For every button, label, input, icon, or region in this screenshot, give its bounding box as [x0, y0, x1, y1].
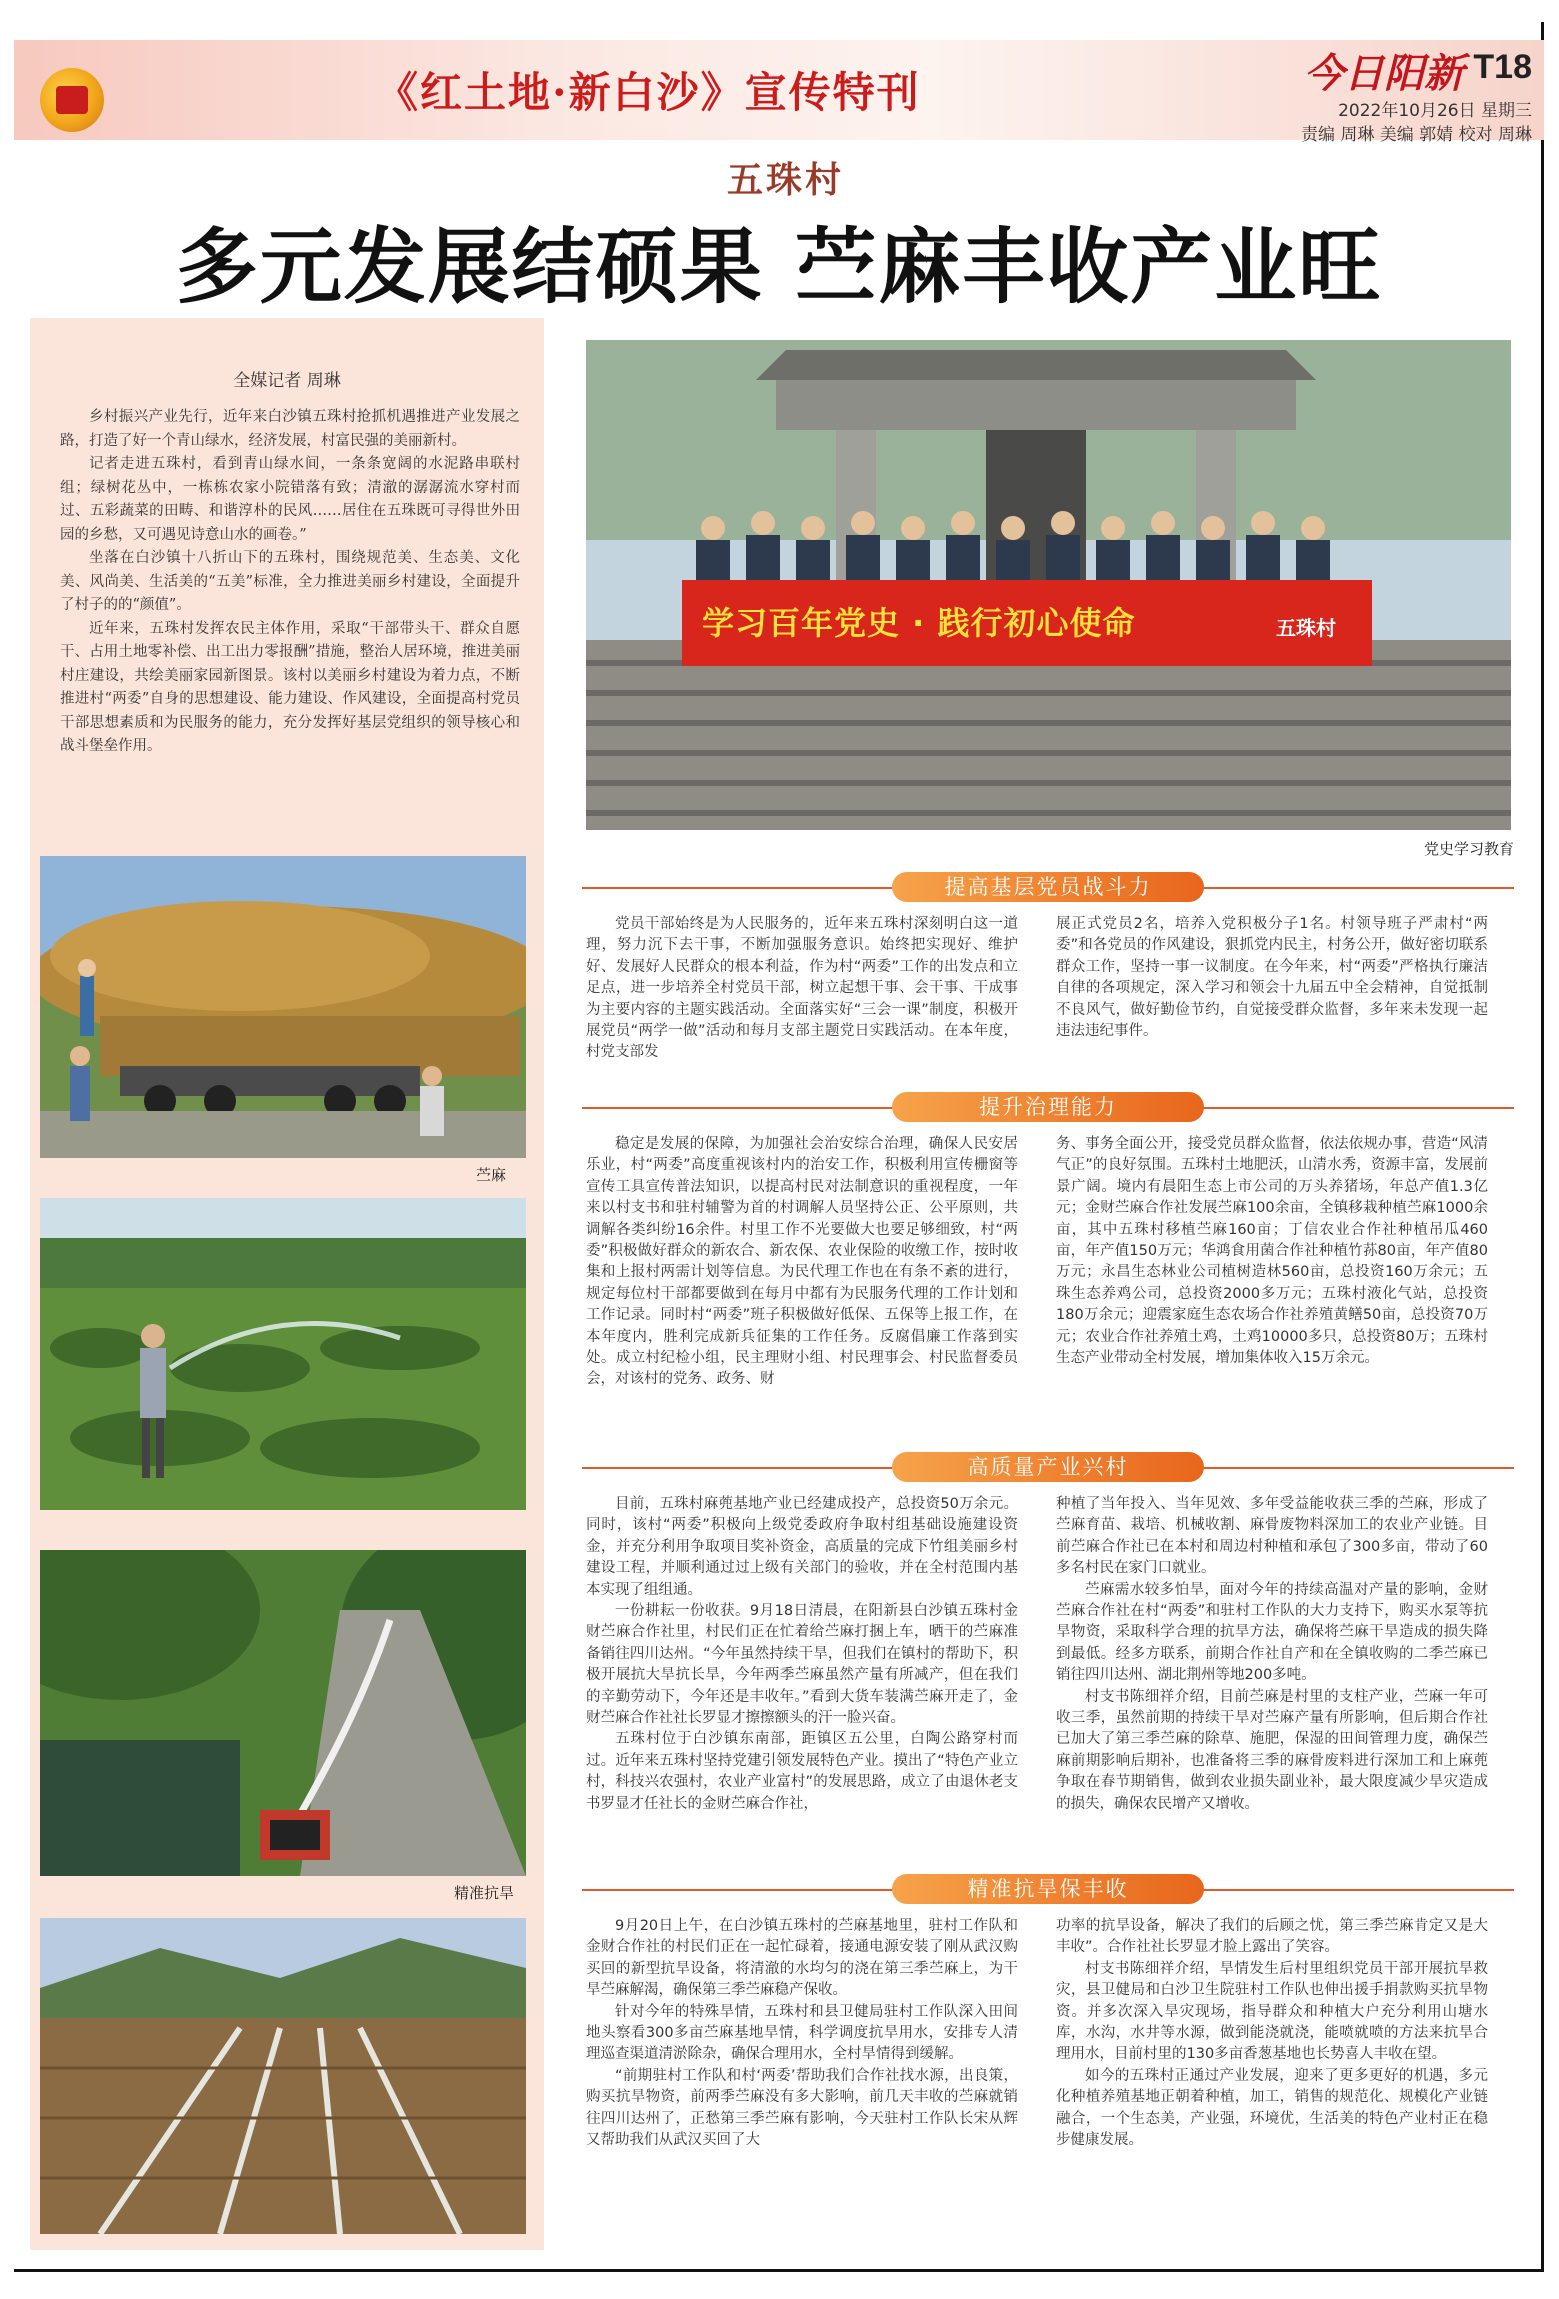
ramie-caption: 苎麻 [476, 1166, 507, 1184]
section-heading [582, 1092, 1514, 1122]
section-2-col-2 [1056, 1134, 1488, 1369]
intro-paragraph: 记者走进五珠村，看到青山绿水间，一条条宽阔的水泥路串联村组；绿树花丛中，一栋栋农家小院错落有致；清澈的潺潺流水穿村而过、五彩蔬菜的田畴、和谐淳朴的民风……居住在五珠既可寻得世外田园的乡愁，又可遇见诗意山水的画卷。” [60, 456, 520, 543]
section-heading [582, 872, 1514, 902]
intro-text [60, 406, 520, 759]
byline: 全媒记者 周琳 [233, 371, 341, 391]
body-paragraph: 村支书陈细祥介绍，旱情发生后村里组织党员干部开展抗旱救灾，县卫健局和白沙卫生院驻村工作队也伸出援手捐款购买抗旱物资。并多次深入旱灾现场，指导群众和种植大户充分利用山塘水库，水沟，水井等水源，做到能浇就浇，能喷就喷的方法来抗旱合理用水，目前村里的130多亩香葱基地也长势喜人丰收在望。 [1056, 1960, 1488, 2063]
body-paragraph: 苎麻需水较多怕旱，面对今年的持续高温对产量的影响，金财苎麻合作社在村“两委”和驻村工作队的大力支持下，购买水泵等抗旱物资，采取科学合理的抗旱方法，确保将苎麻干旱造成的损失降到最低。经多方联系，前期合作社自产和在全镇收购的二季苎麻已销往四川达州、湖北荆州等地200多吨。 [1056, 1581, 1488, 1684]
section-4-col-2 [1056, 1916, 1488, 2151]
editorial-staff: 责编 周琳 美编 郭婧 校对 周琳 [1300, 125, 1532, 145]
intro-paragraph: 坐落在白沙镇十八折山下的五珠村，围绕规范美、生态美、文化美、风尚美、生活美的“五美”标准，全力推进美丽乡村建设，全面提升了村子的的“颜值”。 [60, 550, 520, 613]
body-paragraph: 目前，五珠村麻蔸基地产业已经建成投产，总投资50万余元。同时，该村“两委”积极向上级党委政府争取村组基础设施建设资金，并充分利用争取项目奖补资金，高质量的完成下竹组美丽乡村建设工程，并顺利通过过上级有关部门的验收，并在全村范围内基本实现了组组通。 [586, 1496, 1018, 1598]
body-paragraph: 五珠村位于白沙镇东南部，距镇区五公里，白陶公路穿村而过。近年来五珠村坚持党建引领发展特色产业。摸出了“特色产业立村，科技兴农强村，农业产业富村”的发展思路，成立了由退休老支书罗显才任社长的金财苎麻合作社， [586, 1731, 1018, 1812]
intro-paragraph: 乡村振兴产业先行，近年来白沙镇五珠村抢抓机遇推进产业发展之路，打造了好一个青山绿水，经济发展，村富民强的美丽新村。 [60, 409, 520, 449]
body-paragraph: 展正式党员2名，培养入党积极分子1名。村领导班子严肃村“两委”和各党员的作风建设，狠抓党内民主，村务公开，做好密切联系群众工作，坚持一事一议制度。在今年来，村“两委”严格执行廉洁自律的各项规定，深入学习和领会十九届五中全会精神，自觉抵制不良风气，做好勤俭节约，自觉接受群众监督，多年来未发现一起违法违纪事件。 [1056, 916, 1488, 1040]
ramie-harvest-illustration [40, 856, 526, 1158]
intro-paragraph: 近年来，五珠村发挥农民主体作用，采取“干部带头干、群众自愿干、占用土地零补偿、出工出力零报酬”措施，整治人居环境，推进美丽村庄建设，共绘美丽家园新图景。该村以美丽乡村建设为着力点，不断推进村“两委”自身的思想建设、能力建设、作风建设，全面提高村党员干部思想素质和为民服务的能力，充分发挥好基层党组织的领导核心和战斗堡垒作用。 [60, 620, 520, 754]
body-paragraph: 村支书陈细祥介绍，目前苎麻是村里的支柱产业，苎麻一年可收三季，虽然前期的持续干旱对苎麻产量有所影响，但后期合作社已加大了第三季苎麻的除草、施肥，保湿的田间管理力度，确保苎麻前期影响后期补，也准备将三季的麻骨废料进行深加工和上麻蔸争取在春节期销售，做到农业损失副业补，最大限度减少旱灾造成的损失，确保农民增产又增收。 [1056, 1688, 1488, 1812]
ramie-harvest-photo [40, 856, 526, 1158]
body-paragraph: 务、事务全面公开，接受党员群众监督，依法依规办事，营造“风清气正”的良好氛围。五珠村土地肥沃，山清水秀，资源丰富，发展前景广阔。境内有晨阳生态上市公司的万头养猪场，年总产值1.3亿元；金财苎麻合作社发展苎麻100余亩，全镇移栽种植苎麻1000余亩，其中五珠村移植苎麻160亩；丁信农业合作社种植吊瓜460亩，年产值150万元；华鸿食用菌合作社种植竹荪80亩，年产值80万元；永昌生态林业公司植树造林560亩，总投资160万余元；五珠生态养鸡公司，总投资2000多万元；五珠村液化气站，总投资180万余元；迎震家庭生态农场合作社养殖黄鳝50亩，总投资70万元；农业合作社养殖土鸡，土鸡10000多只，总投资80万；五珠村生态产业带动全村发展，增加集体收入15万余元。 [1056, 1136, 1488, 1367]
section-title: 精准抗旱保丰收 [892, 1874, 1204, 1904]
section-1-col-2 [1056, 914, 1488, 1042]
headline-kicker: 五珠村 [727, 160, 845, 201]
section-title: 高质量产业兴村 [892, 1452, 1204, 1482]
field-watering-illustration [40, 1198, 526, 1510]
masthead-logo: 今日阳新 [1304, 50, 1464, 97]
group-photo-illustration [586, 340, 1511, 830]
dry-field-illustration [40, 1918, 526, 2234]
body-paragraph: 9月20日上午，在白沙镇五珠村的苎麻基地里，驻村工作队和金财合作社的村民们正在一起忙碌着，接通电源安装了刚从武汉购买回的新型抗旱设备，将清澈的水均匀的浇在第三季苎麻上，为干旱苎麻解渴，确保第三季苎麻稳产保收。 [586, 1918, 1018, 1999]
body-paragraph: 如今的五珠村正通过产业发展，迎来了更多更好的机遇，多元化种植养殖基地正朝着种植，加工，销售的规范化、规模化产业链融合，一个生态美，产业强，环境优，生活美的特色产业村正在稳步健康发展。 [1056, 2067, 1488, 2149]
field-watering-photo [40, 1198, 526, 1510]
party-emblem-icon [40, 68, 104, 132]
main-group-photo [586, 340, 1511, 830]
page-number: T18 [1473, 48, 1532, 86]
banner-village: 五珠村 [1276, 616, 1336, 640]
newspaper-page [14, 22, 1544, 2272]
issue-date: 2022年10月26日 星期三 [1338, 101, 1532, 121]
section-2-col-1 [586, 1134, 1018, 1391]
section-3-col-2 [1056, 1494, 1488, 1815]
section-1-col-1 [586, 914, 1018, 1064]
section-heading [582, 1874, 1514, 1904]
banner-slogan: 学习百年党史 · 践行初心使命 [702, 604, 1136, 642]
section-heading [582, 1452, 1514, 1482]
section-title: 提升治理能力 [892, 1092, 1204, 1122]
body-paragraph: 一份耕耘一份收获。9月18日清晨，在阳新县白沙镇五珠村金财苎麻合作社里，村民们正在忙着给苎麻打捆上车，晒干的苎麻准备销往四川达州。“今年虽然持续干旱，但我们在镇村的帮助下，积极开展抗大旱抗长旱，今年两季苎麻虽然产量有所减产，但在我们的辛勤劳动下，今年还是丰收年。”看到大货车装满苎麻开走了，金财苎麻合作社社长罗显才擦擦额头的汗一脸兴奋。 [586, 1603, 1018, 1727]
section-3-col-1 [586, 1494, 1018, 1815]
body-paragraph: 党员干部始终是为人民服务的，近年来五珠村深刻明白这一道理，努力沉下去干事，不断加强服务意识。始终把实现好、维护好、发展好人民群众的根本利益，作为村“两委”工作的出发点和立足点，进一步培养全村党员干部，树立起想干事、会干事、干成事为主要内容的主题实践活动。全面落实好“三会一课”制度，积极开展党员“两学一做”活动和每月支部主题党日实践活动。在本年度，村党支部发 [586, 916, 1018, 1061]
body-paragraph: 稳定是发展的保障，为加强社会治安综合治理，确保人民安居乐业，村“两委”高度重视该村内的治安工作，积极利用宣传栅窗等宣传工具宣传普法知识，以提高村民对法制意识的重视程度，一年来以村支书和驻村辅警为首的村调解人员坚持公正、公平原则，共调解各类纠纷16余件。村里工作不光要做大也要足够细致，村“两委”积极做好群众的新农合、新农保、农业保险的收缴工作，按时收集和上报村两需计划等信息。为民代理工作也在有条不紊的进行，规定每位村干部都要做到在每月中都有为民服务代理的工作计划和工作记录。同时村“两委”班子积极做好低保、五保等上报工作，在本年度内，胜利完成新兵征集的工作任务。反腐倡廉工作落到实处。成立村纪检小组，民主理财小组、村民理事会、村民监督委员会，对该村的党务、政务、财 [586, 1136, 1018, 1388]
main-headline: 多元发展结硕果 苎麻丰收产业旺 [175, 220, 1383, 315]
page-header [14, 30, 1544, 145]
body-paragraph: 针对今年的特殊旱情，五珠村和县卫健局驻村工作队深入田间地头察看300多亩苎麻基地旱情，科学调度抗旱用水，安排专人清理巡查渠道清淤除杂，确保合理用水，全村旱情得到缓解。 [586, 2003, 1018, 2063]
section-4-col-1 [586, 1916, 1018, 2151]
irrigation-pipe-illustration [40, 1550, 526, 1876]
main-photo-caption: 党史学习教育 [1424, 840, 1515, 858]
body-paragraph: 种植了当年投入、当年见效、多年受益能收获三季的苎麻，形成了苎麻育苗、栽培、机械收割、麻骨废物料深加工的农业产业链。目前苎麻合作社已在本村和周边村种植和承包了300多亩，带动了60多名村民在家门口就业。 [1056, 1496, 1488, 1577]
section-title: 提高基层党员战斗力 [892, 872, 1204, 902]
dry-field-photo [40, 1918, 526, 2234]
drought-caption: 精准抗旱 [454, 1884, 515, 1902]
irrigation-pipe-photo [40, 1550, 526, 1876]
body-paragraph: “前期驻村工作队和村‘两委’帮助我们合作社找水源，出良策，购买抗旱物资，前两季苎麻没有多大影响，前几天丰收的苎麻就销往四川达州了，正愁第三季苎麻有影响，今天驻村工作队长宋从辉又帮助我们从武汉买回了大 [586, 2067, 1018, 2149]
body-paragraph: 功率的抗旱设备，解决了我们的后顾之忧，第三季苎麻肯定又是大丰收”。合作社社长罗显才脸上露出了笑容。 [1056, 1918, 1488, 1956]
special-edition-title: 《红土地·新白沙》宣传特刊 [376, 68, 921, 117]
